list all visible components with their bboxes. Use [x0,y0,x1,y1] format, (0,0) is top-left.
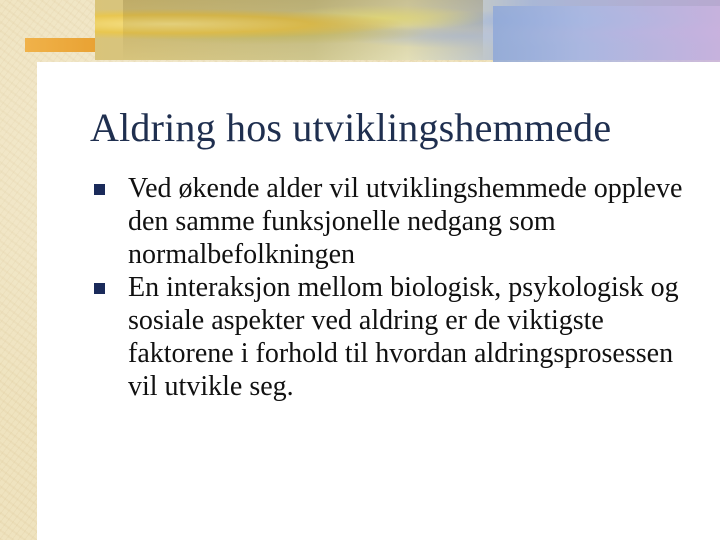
bullet-text: Ved økende alder vil utviklingshemmede oppleve den samme funksjonelle nedgang som normalbefolkningen [128,173,683,270]
banner-shadow [123,0,483,62]
slide-title: Aldring hos utviklingshemmede [90,105,612,150]
orange-accent-bar [25,38,105,52]
bullet-text: En interaksjon mellom biologisk, psykologisk og sosiale aspekter ved aldring er de viktigste faktorene i forhold til hvordan aldringsprosessen vil utvikle seg. [128,272,679,402]
bullet-item [90,271,700,403]
square-bullet-icon [94,184,105,195]
floral-image-panel [493,6,720,62]
bullet-item [90,172,700,271]
square-bullet-icon [94,283,105,294]
bullet-list [90,172,700,403]
decorative-banner [25,0,720,62]
